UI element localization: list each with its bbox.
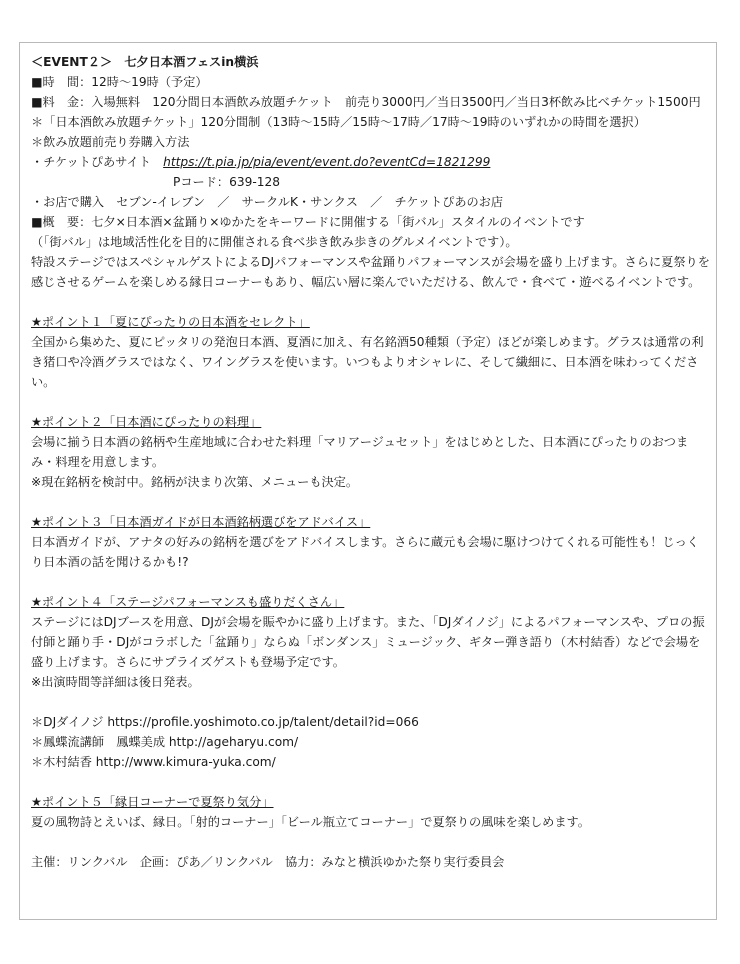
point-4-heading: ★ポイント４「ステージパフォーマンスも盛りだくさん」 (31, 595, 345, 609)
point-3-body: 日本酒ガイドが、アナタの好みの銘柄を選びをアドバイスします。さらに蔵元も会場に駆けつけてくれる可能性も！じっくり日本酒の話を聞けるかも!? (31, 535, 699, 569)
p-code: Pコード：639-128 (173, 175, 281, 189)
event-overview: ■概 要：七夕×日本酒×盆踊り×ゆかたをキーワードに開催する「街バル」スタイルのイベントです (31, 215, 585, 229)
point-1-heading: ★ポイント１「夏にぴったりの日本酒をセレクト」 (31, 315, 310, 329)
performer-kimura: ＊木村結香 http://www.kimura-yuka.com/ (31, 755, 276, 769)
ticket-pia-link[interactable]: https://t.pia.jp/pia/event/event.do?eventCd=1821299 (163, 155, 491, 169)
point-4-body: ステージにはDJブースを用意、DJが会場を賑やかに盛り上げます。また、「DJダイノジ」によるパフォーマンスや、プロの振付師と踊り手・DJがコラボした「盆踊り」ならぬ「ボンダンス」ミュージック、ギター弾き語り（木村結香）などで会場を盛り上げます。さらにサプライズゲストも登場予定です。 (31, 615, 705, 669)
event-overview-note: （「街バル」は地域活性化を目的に開催される食べ歩き飲み歩きのグルメイベントです）。 (31, 235, 518, 249)
event-time: ■時 間：12時～19時（予定） (31, 75, 208, 89)
event-title: ＜EVENT２＞ 七夕日本酒フェスin横浜 (31, 55, 259, 69)
store-purchase: ・お店で購入 セブン-イレブン ／ サークルK・サンクス ／ チケットぴあのお店 (31, 195, 504, 209)
event-fee: ■料 金：入場無料 120分間日本酒飲み放題チケット 前売り3000円／当日3500円／当日3杯飲み比べチケット1500円 (31, 95, 701, 109)
point-5-body: 夏の風物詩とえいば、縁日。「射的コーナー」「ビール瓶立てコーナー」で夏祭りの風味を楽しめます。 (31, 815, 590, 829)
document-body (31, 52, 711, 872)
ticket-note: ＊「日本酒飲み放題チケット」120分間制（13時～15時／15時～17時／17時～19時のいずれかの時間を選択） (31, 115, 646, 129)
point-2-heading: ★ポイント２「日本酒にぴったりの料理」 (31, 415, 262, 429)
point-4-note: ※出演時間等詳細は後日発表。 (31, 675, 200, 689)
purchase-method: ＊飲み放題前売り券購入方法 (31, 135, 190, 149)
point-3-heading: ★ポイント３「日本酒ガイドが日本酒銘柄選びをアドバイス」 (31, 515, 371, 529)
performer-ageha: ＊鳳蝶流講師 鳳蝶美成 http://ageharyu.com/ (31, 735, 299, 749)
point-2-body: 会場に揃う日本酒の銘柄や生産地域に合わせた料理「マリアージュセット」をはじめとした、日本酒にぴったりのおつまみ・料理を用意します。 (31, 435, 689, 469)
ticket-pia-label: ・チケットぴあサイト (31, 155, 164, 169)
organizer-credits: 主催：リンクバル 企画：ぴあ／リンクバル 協力：みなと横浜ゆかた祭り実行委員会 (31, 855, 505, 869)
performer-dj-dainoji: ＊DJダイノジ https://profile.yoshimoto.co.jp/talent/detail?id=066 (31, 715, 419, 729)
ticket-pia-row (31, 152, 711, 172)
stage-description: 特設ステージではスペシャルゲストによるDJパフォーマンスや盆踊りパフォーマンスが会場を盛り上げます。さらに夏祭りを感じさせるゲームを楽しめる縁日コーナーもあり、幅広い層に楽んでいただける、飲んで・食べて・遊べるイベントです。 (31, 255, 710, 289)
point-2-note: ※現在銘柄を検討中。銘柄が決まり次第、メニューも決定。 (31, 475, 359, 489)
point-5-heading: ★ポイント５「縁日コーナーで夏祭り気分」 (31, 795, 274, 809)
point-1-body: 全国から集めた、夏にピッタリの発泡日本酒、夏酒に加え、有名銘酒50種類（予定）ほどが楽しめます。グラスは通常の利き猪口や冷酒グラスではなく、ワイングラスを使います。いつもよりオシャレに、そして繊細に、日本酒を味わってください。 (31, 335, 704, 389)
